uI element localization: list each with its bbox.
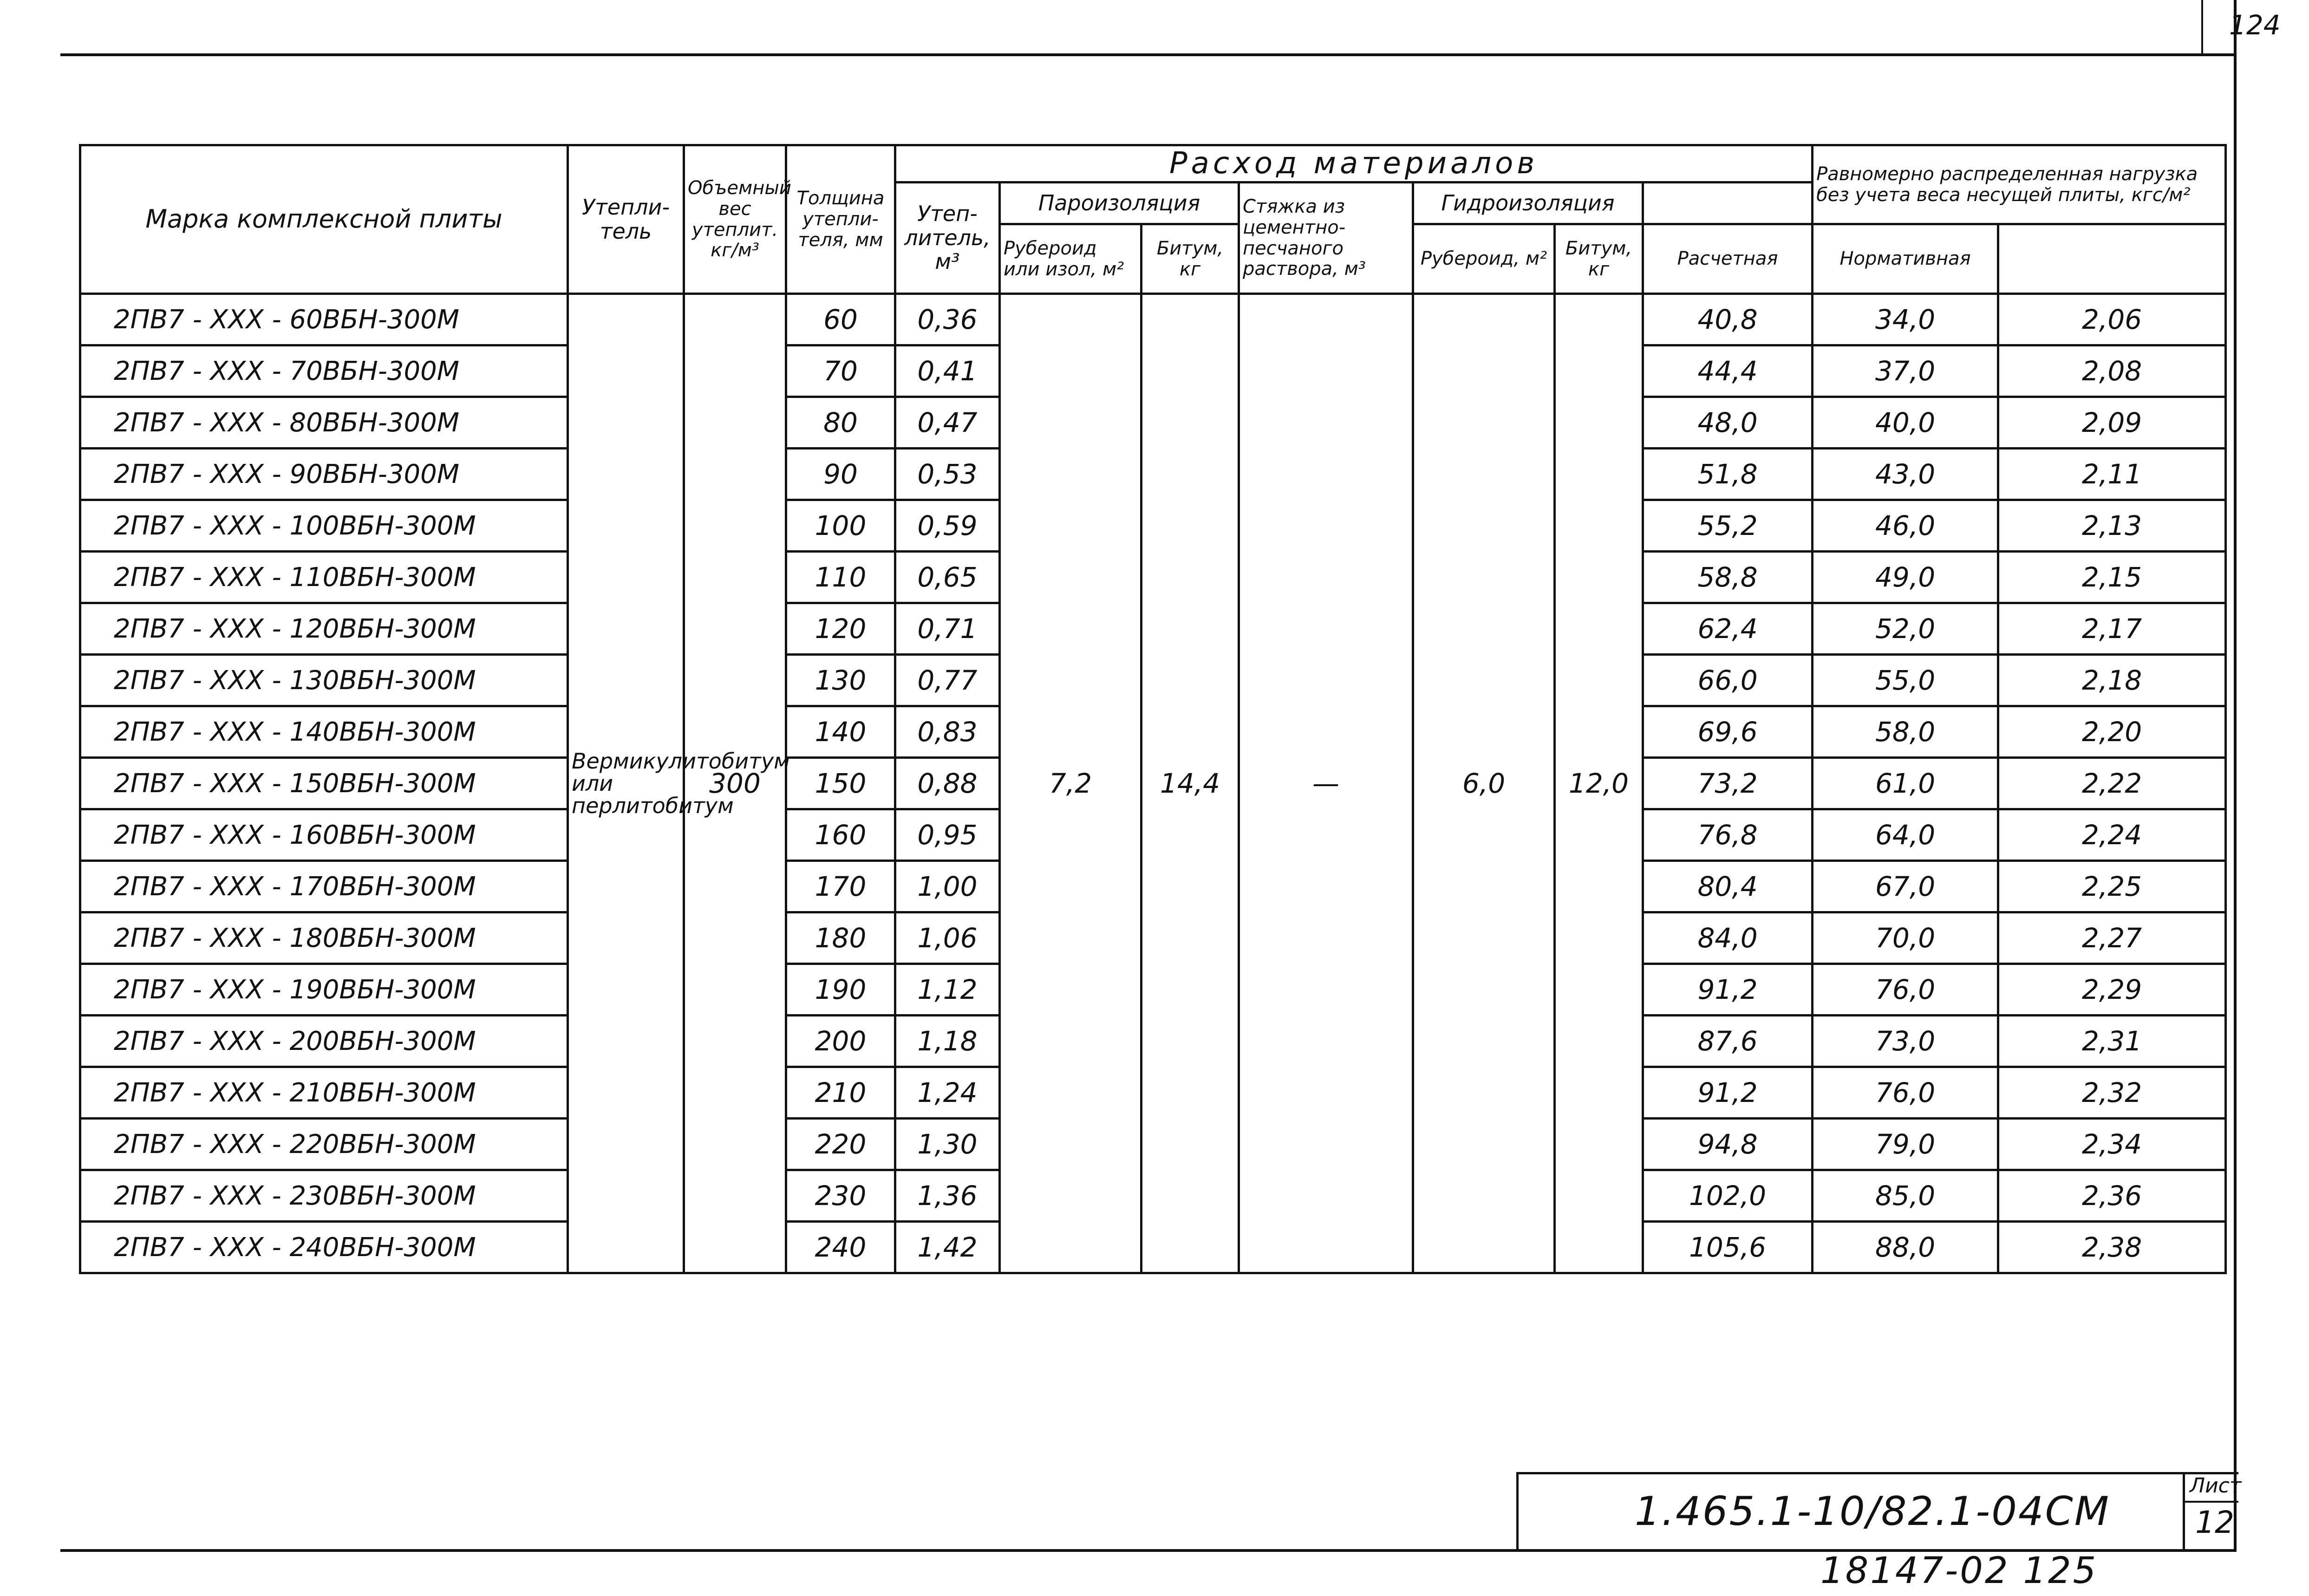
- cell-load-design: 105,6: [1643, 1222, 1813, 1273]
- cell-mark: 2ПВ7 - ХХХ - 200ВБН-300М: [80, 1016, 568, 1067]
- cell-load-normative: 79,0: [1813, 1119, 1998, 1170]
- cell-thickness: 120: [786, 603, 895, 655]
- cell-thickness: 210: [786, 1067, 895, 1119]
- cell-load-design: 62,4: [1643, 603, 1813, 655]
- cell-load-design: 48,0: [1643, 397, 1813, 449]
- cell-load-design: 66,0: [1643, 655, 1813, 706]
- cell-mass: 2,15: [1998, 552, 2226, 603]
- cell-load-design: 73,2: [1643, 758, 1813, 809]
- cell-mass: 2,29: [1998, 964, 2226, 1016]
- cell-mark: 2ПВ7 - ХХХ - 110ВБН-300М: [80, 552, 568, 603]
- top-rule: [60, 53, 2234, 56]
- cell-insulation-volume: 1,36: [895, 1170, 1000, 1222]
- cell-mark: 2ПВ7 - ХХХ - 180ВБН-300М: [80, 912, 568, 964]
- cell-mark: 2ПВ7 - ХХХ - 220ВБН-300М: [80, 1119, 568, 1170]
- cell-load-normative: 76,0: [1813, 1067, 1998, 1119]
- cell-mark: 2ПВ7 - ХХХ - 210ВБН-300М: [80, 1067, 568, 1119]
- header-vapor-roofing: Рубероид или изол, м²: [1000, 224, 1141, 294]
- cell-load-normative: 85,0: [1813, 1170, 1998, 1222]
- cell-volume-weight: 300: [684, 294, 786, 1273]
- cell-thickness: 150: [786, 758, 895, 809]
- cell-load-design: 91,2: [1643, 1067, 1813, 1119]
- sheet-divider: [2185, 1501, 2238, 1503]
- header-water-bitumen: Битум, кг: [1555, 224, 1643, 294]
- cell-mark: 2ПВ7 - ХХХ - 190ВБН-300М: [80, 964, 568, 1016]
- cell-load-design: 94,8: [1643, 1119, 1813, 1170]
- title-block: [1516, 1472, 2238, 1551]
- header-screed: Стяжка из цементно- песчаного раствора, м³: [1239, 182, 1413, 294]
- cell-thickness: 230: [786, 1170, 895, 1222]
- cell-load-normative: 67,0: [1813, 861, 1998, 912]
- cell-load-design: 87,6: [1643, 1016, 1813, 1067]
- cell-load-normative: 64,0: [1813, 809, 1998, 861]
- cell-load-normative: 76,0: [1813, 964, 1998, 1016]
- header-consumption: Расход материалов: [895, 145, 1813, 182]
- header-volume-weight: Объемный вес утеплит. кг/м³: [684, 145, 786, 294]
- cell-load-design: 44,4: [1643, 345, 1813, 397]
- cell-thickness: 180: [786, 912, 895, 964]
- cell-load-normative: 43,0: [1813, 449, 1998, 500]
- cell-thickness: 220: [786, 1119, 895, 1170]
- header-load-normative: Нормативная: [1813, 224, 1998, 294]
- page-number-divider: [2201, 0, 2203, 53]
- cell-vapor-bitumen: 14,4: [1141, 294, 1239, 1273]
- cell-load-design: 80,4: [1643, 861, 1813, 912]
- table-body: [80, 294, 2226, 1273]
- cell-load-normative: 40,0: [1813, 397, 1998, 449]
- cell-thickness: 240: [786, 1222, 895, 1273]
- cell-insulation-volume: 1,00: [895, 861, 1000, 912]
- table-row: [80, 294, 2226, 345]
- cell-insulation-volume: 0,71: [895, 603, 1000, 655]
- cell-thickness: 70: [786, 345, 895, 397]
- cell-mass: 2,13: [1998, 500, 2226, 552]
- cell-mass: 2,25: [1998, 861, 2226, 912]
- cell-load-design: 76,8: [1643, 809, 1813, 861]
- cell-mark: 2ПВ7 - ХХХ - 240ВБН-300М: [80, 1222, 568, 1273]
- header-insulation-volume: Утеп- литель, м³: [895, 182, 1000, 294]
- cell-load-normative: 88,0: [1813, 1222, 1998, 1273]
- cell-water-roofing: 6,0: [1413, 294, 1555, 1273]
- cell-mass: 2,17: [1998, 603, 2226, 655]
- header-thickness: Толщина утепли- теля, мм: [786, 145, 895, 294]
- cell-water-bitumen: 12,0: [1555, 294, 1643, 1273]
- cell-insulation-volume: 0,83: [895, 706, 1000, 758]
- cell-insulation-volume: 0,88: [895, 758, 1000, 809]
- document-code: 1.465.1-10/82.1-04СМ: [1635, 1488, 2110, 1535]
- cell-insulation-volume: 0,65: [895, 552, 1000, 603]
- sheet-label: Лист: [2190, 1474, 2242, 1498]
- cell-thickness: 100: [786, 500, 895, 552]
- cell-thickness: 170: [786, 861, 895, 912]
- cell-mark: 2ПВ7 - ХХХ - 70ВБН-300М: [80, 345, 568, 397]
- cell-insulation-volume: 1,42: [895, 1222, 1000, 1273]
- header-vapor-barrier: Пароизоляция: [1000, 182, 1239, 224]
- cell-load-normative: 73,0: [1813, 1016, 1998, 1067]
- cell-insulation-volume: 0,59: [895, 500, 1000, 552]
- sheet-box: [2183, 1472, 2242, 1551]
- cell-mark: 2ПВ7 - ХХХ - 60ВБН-300М: [80, 294, 568, 345]
- cell-load-normative: 49,0: [1813, 552, 1998, 603]
- header-mark: Марка комплексной плиты: [80, 145, 568, 294]
- cell-mark: 2ПВ7 - ХХХ - 230ВБН-300М: [80, 1170, 568, 1222]
- cell-mass: 2,11: [1998, 449, 2226, 500]
- cell-load-design: 84,0: [1643, 912, 1813, 964]
- cell-mass: 2,38: [1998, 1222, 2226, 1273]
- cell-mass: 2,24: [1998, 809, 2226, 861]
- cell-thickness: 160: [786, 809, 895, 861]
- cell-mass: 2,20: [1998, 706, 2226, 758]
- cell-mass: 2,08: [1998, 345, 2226, 397]
- cell-load-normative: 61,0: [1813, 758, 1998, 809]
- header-load-design: Расчетная: [1643, 224, 1813, 294]
- cell-thickness: 200: [786, 1016, 895, 1067]
- cell-thickness: 140: [786, 706, 895, 758]
- cell-insulation-volume: 1,18: [895, 1016, 1000, 1067]
- cell-load-normative: 34,0: [1813, 294, 1998, 345]
- cell-screed: —: [1239, 294, 1413, 1273]
- cell-load-design: 102,0: [1643, 1170, 1813, 1222]
- cell-insulation-material: Вермикулитобитум или перлитобитум: [568, 294, 684, 1273]
- header-load: Равномерно распределенная нагрузка без учета веса несущей плиты, кгс/м²: [1813, 145, 2226, 224]
- cell-vapor-roofing: 7,2: [1000, 294, 1141, 1273]
- cell-mark: 2ПВ7 - ХХХ - 130ВБН-300М: [80, 655, 568, 706]
- cell-mass: 2,06: [1998, 294, 2226, 345]
- cell-load-normative: 52,0: [1813, 603, 1998, 655]
- cell-load-normative: 37,0: [1813, 345, 1998, 397]
- cell-mark: 2ПВ7 - ХХХ - 100ВБН-300М: [80, 500, 568, 552]
- cell-insulation-volume: 0,47: [895, 397, 1000, 449]
- cell-insulation-volume: 0,53: [895, 449, 1000, 500]
- cell-thickness: 190: [786, 964, 895, 1016]
- cell-insulation-volume: 0,36: [895, 294, 1000, 345]
- cell-insulation-volume: 0,41: [895, 345, 1000, 397]
- cell-thickness: 90: [786, 449, 895, 500]
- header-water-roofing: Рубероид, м²: [1413, 224, 1555, 294]
- sheet-number: 12: [2195, 1505, 2234, 1540]
- cell-thickness: 60: [786, 294, 895, 345]
- cell-mass: 2,36: [1998, 1170, 2226, 1222]
- cell-insulation-volume: 1,24: [895, 1067, 1000, 1119]
- header-waterproofing: Гидроизоляция: [1413, 182, 1643, 224]
- right-rule: [2234, 0, 2237, 1551]
- cell-load-normative: 46,0: [1813, 500, 1998, 552]
- cell-mark: 2ПВ7 - ХХХ - 120ВБН-300М: [80, 603, 568, 655]
- cell-load-design: 55,2: [1643, 500, 1813, 552]
- cell-mass: 2,27: [1998, 912, 2226, 964]
- cell-mark: 2ПВ7 - ХХХ - 80ВБН-300М: [80, 397, 568, 449]
- header-vapor-bitumen: Битум, кг: [1141, 224, 1239, 294]
- cell-thickness: 110: [786, 552, 895, 603]
- cell-load-normative: 58,0: [1813, 706, 1998, 758]
- materials-table: [79, 144, 2227, 1274]
- cell-mark: 2ПВ7 - ХХХ - 160ВБН-300М: [80, 809, 568, 861]
- cell-load-design: 40,8: [1643, 294, 1813, 345]
- cell-mass: 2,32: [1998, 1067, 2226, 1119]
- cell-insulation-volume: 1,06: [895, 912, 1000, 964]
- archive-number: 18147-02 125: [1820, 1550, 2098, 1592]
- cell-insulation-volume: 0,77: [895, 655, 1000, 706]
- header-insulation: Утепли- тель: [568, 145, 684, 294]
- cell-mark: 2ПВ7 - ХХХ - 140ВБН-300М: [80, 706, 568, 758]
- cell-insulation-volume: 0,95: [895, 809, 1000, 861]
- page-number: 124: [2229, 9, 2281, 41]
- cell-mass: 2,31: [1998, 1016, 2226, 1067]
- cell-load-design: 51,8: [1643, 449, 1813, 500]
- cell-insulation-volume: 1,30: [895, 1119, 1000, 1170]
- cell-load-design: 58,8: [1643, 552, 1813, 603]
- cell-mass: 2,09: [1998, 397, 2226, 449]
- cell-load-design: 69,6: [1643, 706, 1813, 758]
- cell-mass: 2,22: [1998, 758, 2226, 809]
- cell-mark: 2ПВ7 - ХХХ - 150ВБН-300М: [80, 758, 568, 809]
- cell-load-normative: 55,0: [1813, 655, 1998, 706]
- cell-mass: 2,34: [1998, 1119, 2226, 1170]
- cell-thickness: 130: [786, 655, 895, 706]
- cell-mark: 2ПВ7 - ХХХ - 90ВБН-300М: [80, 449, 568, 500]
- cell-mass: 2,18: [1998, 655, 2226, 706]
- cell-mark: 2ПВ7 - ХХХ - 170ВБН-300М: [80, 861, 568, 912]
- cell-thickness: 80: [786, 397, 895, 449]
- cell-load-normative: 70,0: [1813, 912, 1998, 964]
- cell-insulation-volume: 1,12: [895, 964, 1000, 1016]
- cell-load-design: 91,2: [1643, 964, 1813, 1016]
